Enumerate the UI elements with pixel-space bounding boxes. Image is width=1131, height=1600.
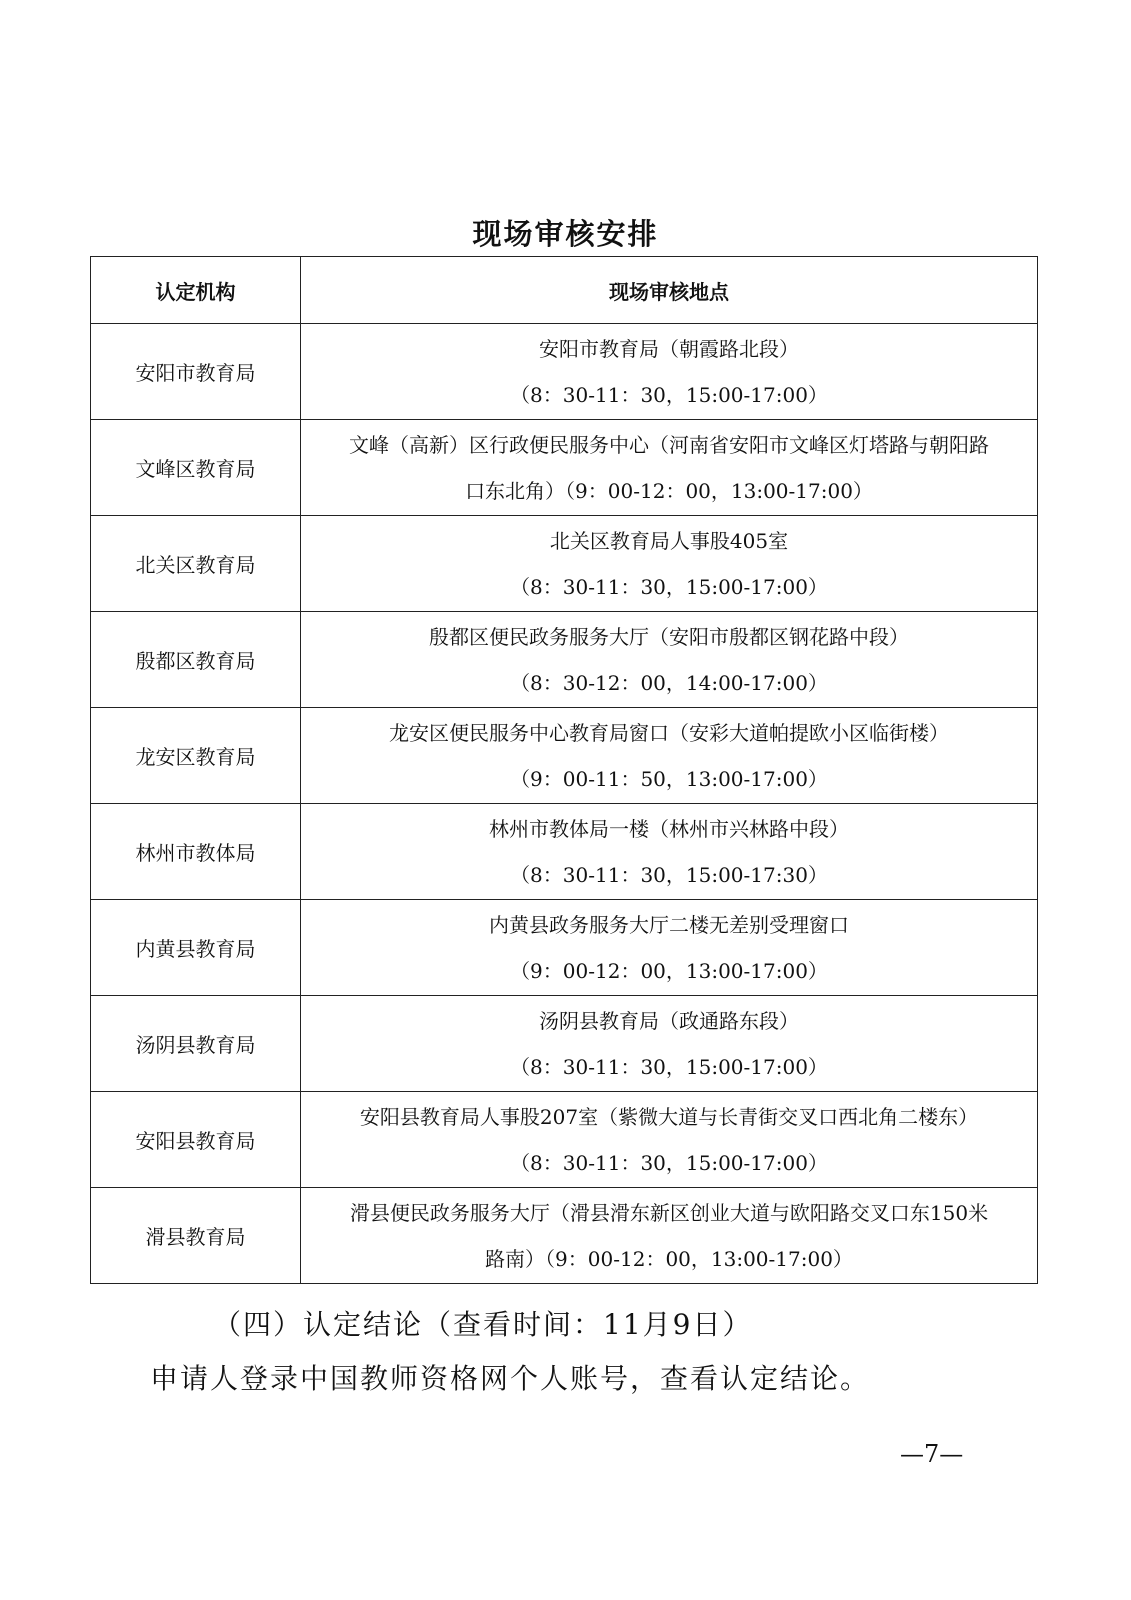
table-header-row [91,257,1038,324]
location-cell [301,1188,1038,1284]
location-cell [301,516,1038,612]
column-header-location: 现场审核地点 [301,257,1038,324]
location-line: （9：00-12：00，13:00-17:00） [510,958,828,983]
table-row [91,420,1038,516]
location-line: （8：30-11：30，15:00-17:00） [510,1054,828,1079]
location-line: 汤阴县教育局（政通路东段） [539,1008,799,1033]
table-row [91,1092,1038,1188]
table-row [91,516,1038,612]
institution-cell: 北关区教育局 [91,516,301,612]
location-line: （9：00-11：50，13:00-17:00） [510,766,828,791]
page-title: 现场审核安排 [472,217,659,251]
institution-cell: 安阳县教育局 [91,1092,301,1188]
location-cell [301,900,1038,996]
location-cell [301,804,1038,900]
table-row [91,1188,1038,1284]
location-line: （8：30-11：30，15:00-17:00） [510,574,828,599]
institution-cell: 龙安区教育局 [91,708,301,804]
institution-cell: 汤阴县教育局 [91,996,301,1092]
location-line: 林州市教体局一楼（林州市兴林路中段） [489,816,849,841]
location-cell [301,420,1038,516]
table-row [91,612,1038,708]
table-row [91,804,1038,900]
location-cell [301,1092,1038,1188]
institution-cell: 殷都区教育局 [91,612,301,708]
location-line: 口东北角）（9：00-12：00，13:00-17:00） [465,478,873,503]
location-line: （8：30-11：30，15:00-17:30） [510,862,828,887]
location-line: 内黄县政务服务大厅二楼无差别受理窗口 [489,912,849,937]
table-row [91,996,1038,1092]
location-line: 文峰（高新）区行政便民服务中心（河南省安阳市文峰区灯塔路与朝阳路 [349,432,989,457]
institution-cell: 林州市教体局 [91,804,301,900]
location-line: 龙安区便民服务中心教育局窗口（安彩大道帕提欧小区临街楼） [389,720,949,745]
location-line: （8：30-12：00，14:00-17:00） [510,670,828,695]
table-row [91,324,1038,420]
location-cell [301,324,1038,420]
location-line: 安阳市教育局（朝霞路北段） [539,336,799,361]
section-body: 申请人登录中国教师资格网个人账号，查看认定结论。 [150,1362,871,1395]
column-header-institution: 认定机构 [91,257,301,324]
table-row [91,708,1038,804]
location-line: （8：30-11：30，15:00-17:00） [510,1150,828,1175]
page-number: —7— [900,1440,964,1468]
table-body [91,324,1038,1284]
location-line: 殷都区便民政务服务大厅（安阳市殷都区钢花路中段） [429,624,909,649]
institution-cell: 滑县教育局 [91,1188,301,1284]
location-line: 路南）（9：00-12：00，13:00-17:00） [485,1246,853,1271]
location-line: 安阳县教育局人事股207室（紫微大道与长青街交叉口西北角二楼东） [359,1104,979,1129]
location-cell [301,708,1038,804]
location-line: （8：30-11：30，15:00-17:00） [510,382,828,407]
institution-cell: 内黄县教育局 [91,900,301,996]
location-cell [301,612,1038,708]
institution-cell: 文峰区教育局 [91,420,301,516]
location-cell [301,996,1038,1092]
table-row [91,900,1038,996]
institution-cell: 安阳市教育局 [91,324,301,420]
review-schedule-table [90,256,1038,1284]
location-line: 北关区教育局人事股405室 [549,528,789,553]
section-heading: （四）认定结论（查看时间：11月9日） [213,1308,753,1341]
location-line: 滑县便民政务服务大厅（滑县滑东新区创业大道与欧阳路交叉口东150米 [349,1200,989,1225]
